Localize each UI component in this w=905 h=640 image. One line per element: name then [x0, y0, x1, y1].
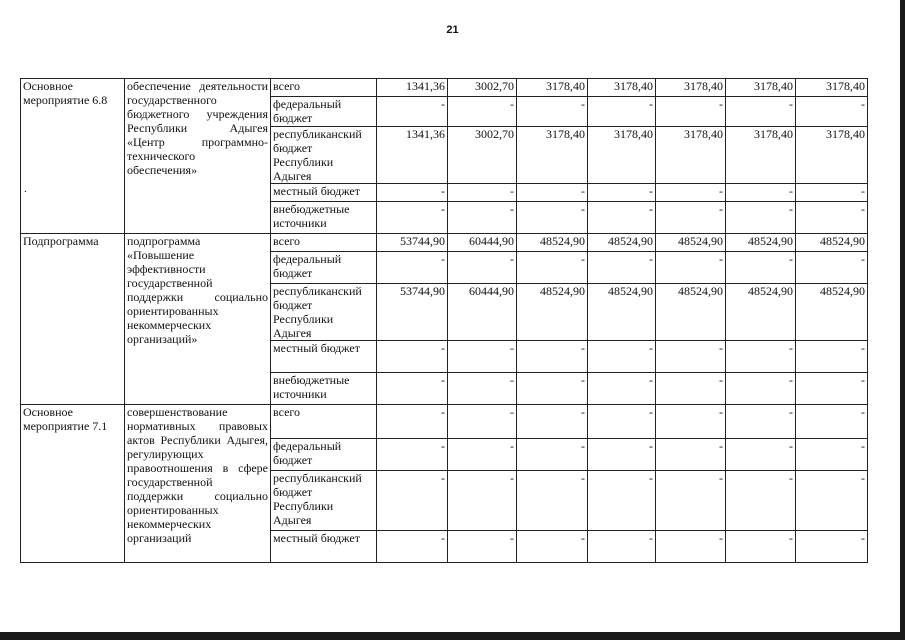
value-cell: - — [726, 471, 796, 531]
value-cell: - — [796, 439, 868, 471]
funding-source-cell: федеральный бюджет — [271, 252, 377, 284]
value-cell: - — [588, 531, 656, 563]
value-cell: - — [517, 373, 588, 405]
value-cell: - — [726, 373, 796, 405]
value-cell: - — [656, 471, 726, 531]
value-cell: - — [517, 252, 588, 284]
value-cell: - — [656, 184, 726, 202]
value-cell: 3178,40 — [726, 79, 796, 97]
funding-source-cell: республиканский бюджет Республики Адыгея — [271, 284, 377, 341]
value-cell: - — [377, 97, 448, 127]
funding-source-cell: республиканский бюджет Республики Адыгея — [271, 127, 377, 184]
value-cell: - — [448, 471, 517, 531]
value-cell: - — [588, 439, 656, 471]
value-cell: - — [448, 97, 517, 127]
funding-source-cell: местный бюджет — [271, 341, 377, 373]
value-cell: 48524,90 — [656, 234, 726, 252]
funding-source-cell: всего — [271, 79, 377, 97]
value-cell: 3178,40 — [588, 79, 656, 97]
funding-source-cell: местный бюджет — [271, 531, 377, 563]
value-cell: - — [726, 341, 796, 373]
value-cell: - — [588, 373, 656, 405]
value-cell: - — [517, 471, 588, 531]
value-cell: 48524,90 — [588, 284, 656, 341]
value-cell: - — [796, 97, 868, 127]
value-cell: - — [588, 252, 656, 284]
value-cell: 48524,90 — [796, 284, 868, 341]
value-cell: 48524,90 — [656, 284, 726, 341]
description-cell: совершенствование нормативных правовых актов Республики Адыгея, регулирующих правоотношения в сфере государственной поддержки социально ориентированных некоммерческих организаций — [125, 405, 271, 563]
value-cell: - — [796, 202, 868, 234]
value-cell: 3002,70 — [448, 79, 517, 97]
value-cell: - — [517, 405, 588, 439]
value-cell: - — [656, 202, 726, 234]
value-cell: 48524,90 — [517, 234, 588, 252]
value-cell: - — [588, 471, 656, 531]
value-cell: - — [656, 341, 726, 373]
value-cell: - — [588, 341, 656, 373]
value-cell: - — [377, 184, 448, 202]
value-cell: - — [517, 97, 588, 127]
value-cell: 3178,40 — [656, 79, 726, 97]
value-cell: - — [726, 202, 796, 234]
value-cell: 48524,90 — [588, 234, 656, 252]
funding-source-cell: федеральный бюджет — [271, 439, 377, 471]
value-cell: - — [377, 531, 448, 563]
scan-edge — [900, 0, 905, 640]
value-cell: 53744,90 — [377, 234, 448, 252]
measure-cell: Основное мероприятие 6.8 — [21, 79, 125, 234]
value-cell: 3178,40 — [588, 127, 656, 184]
funding-source-cell: внебюджетные источники — [271, 373, 377, 405]
value-cell: - — [377, 439, 448, 471]
scan-edge — [0, 632, 905, 640]
value-cell: - — [726, 97, 796, 127]
value-cell: 53744,90 — [377, 284, 448, 341]
value-cell: - — [377, 341, 448, 373]
value-cell: - — [726, 531, 796, 563]
value-cell: - — [448, 341, 517, 373]
funding-source-cell: всего — [271, 234, 377, 252]
description-cell: обеспечение деятельности государственного бюджетного учреждения Республики Адыгея «Центр программно-технического обеспечения» — [125, 79, 271, 234]
value-cell: - — [448, 373, 517, 405]
value-cell: - — [588, 202, 656, 234]
value-cell: - — [656, 97, 726, 127]
page-number: 21 — [446, 24, 459, 36]
value-cell: - — [588, 97, 656, 127]
funding-source-cell: местный бюджет — [271, 184, 377, 202]
value-cell: - — [588, 405, 656, 439]
value-cell: - — [448, 405, 517, 439]
description-cell: подпрограмма «Повышение эффективности государственной поддержки социально ориентированных некоммерческих организаций» — [125, 234, 271, 405]
value-cell: - — [726, 439, 796, 471]
value-cell: - — [796, 252, 868, 284]
value-cell: - — [726, 184, 796, 202]
value-cell: 3178,40 — [517, 127, 588, 184]
table-row — [21, 79, 868, 97]
value-cell: 48524,90 — [796, 234, 868, 252]
value-cell: - — [517, 439, 588, 471]
value-cell: - — [377, 252, 448, 284]
value-cell: - — [588, 184, 656, 202]
value-cell: 3178,40 — [726, 127, 796, 184]
value-cell: - — [796, 531, 868, 563]
funding-source-cell: республиканский бюджет Республики Адыгея — [271, 471, 377, 531]
value-cell: - — [377, 405, 448, 439]
value-cell: 3002,70 — [448, 127, 517, 184]
value-cell: - — [517, 184, 588, 202]
value-cell: 48524,90 — [726, 284, 796, 341]
value-cell: - — [448, 202, 517, 234]
value-cell: 3178,40 — [517, 79, 588, 97]
value-cell: - — [726, 405, 796, 439]
value-cell: - — [517, 202, 588, 234]
value-cell: 3178,40 — [796, 127, 868, 184]
measure-cell: Подпрограмма — [21, 234, 125, 405]
value-cell: - — [448, 531, 517, 563]
value-cell: 1341,36 — [377, 127, 448, 184]
budget-table — [20, 78, 868, 563]
value-cell: 3178,40 — [796, 79, 868, 97]
value-cell: - — [656, 252, 726, 284]
value-cell: - — [517, 531, 588, 563]
value-cell: 48524,90 — [726, 234, 796, 252]
value-cell: - — [377, 202, 448, 234]
value-cell: - — [726, 252, 796, 284]
value-cell: 60444,90 — [448, 284, 517, 341]
value-cell: - — [796, 405, 868, 439]
value-cell: - — [448, 184, 517, 202]
table-row — [21, 234, 868, 252]
value-cell: - — [656, 373, 726, 405]
measure-cell: Основное мероприятие 7.1 — [21, 405, 125, 563]
value-cell: - — [656, 405, 726, 439]
value-cell: - — [517, 341, 588, 373]
funding-source-cell: федеральный бюджет — [271, 97, 377, 127]
value-cell: - — [656, 439, 726, 471]
value-cell: - — [796, 184, 868, 202]
value-cell: - — [377, 373, 448, 405]
funding-source-cell: всего — [271, 405, 377, 439]
value-cell: 3178,40 — [656, 127, 726, 184]
value-cell: - — [796, 373, 868, 405]
value-cell: - — [796, 341, 868, 373]
value-cell: - — [796, 471, 868, 531]
stray-mark: . — [24, 181, 27, 195]
value-cell: 60444,90 — [448, 234, 517, 252]
value-cell: 1341,36 — [377, 79, 448, 97]
value-cell: - — [656, 531, 726, 563]
funding-source-cell: внебюджетные источники — [271, 202, 377, 234]
value-cell: - — [448, 252, 517, 284]
value-cell: 48524,90 — [517, 284, 588, 341]
value-cell: - — [448, 439, 517, 471]
table-row — [21, 405, 868, 439]
value-cell: - — [377, 471, 448, 531]
